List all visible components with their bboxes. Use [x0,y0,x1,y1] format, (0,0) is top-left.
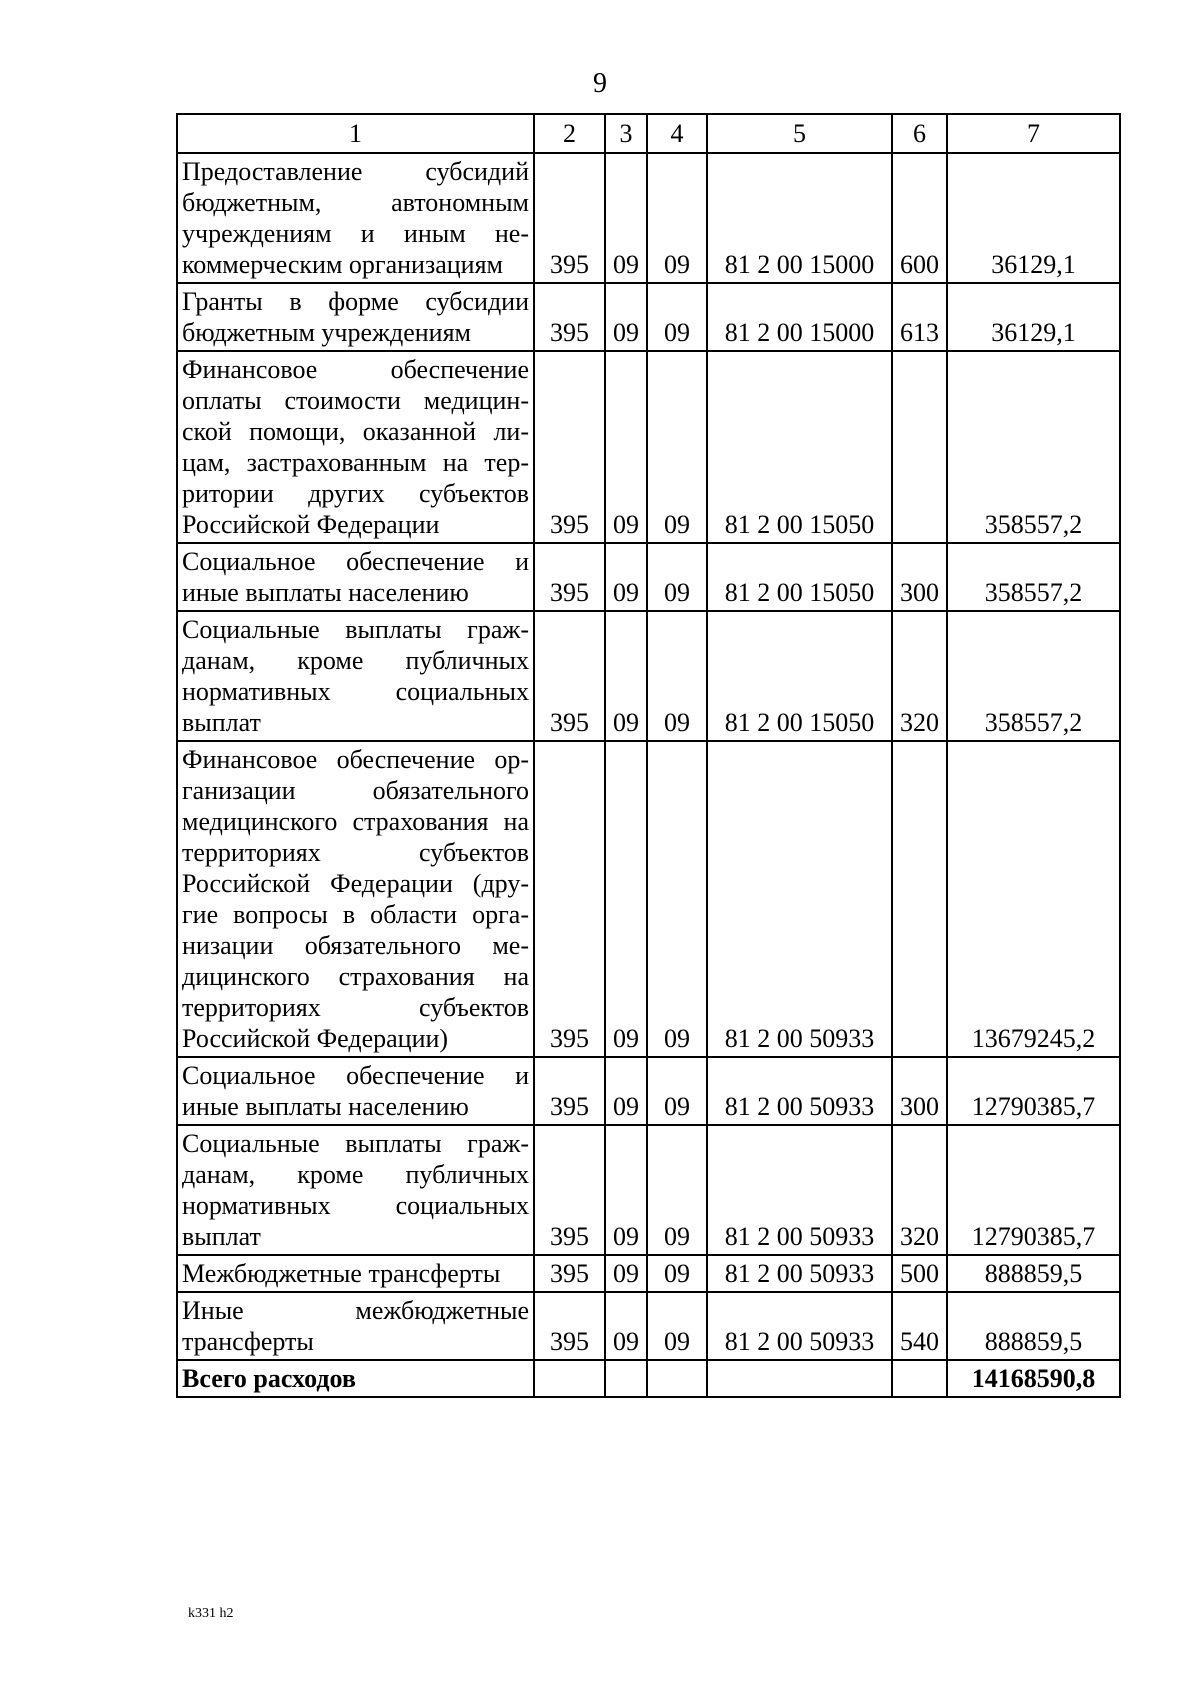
cell-code-6 [892,741,947,1057]
column-header: 1 [177,114,534,153]
cell-code-5: 81 2 00 50933 [707,741,892,1057]
cell-code-6: 320 [892,1125,947,1255]
cell-code-3: 09 [605,1255,647,1292]
cell-code-5: 81 2 00 50933 [707,1292,892,1360]
cell-amount: 358557,2 [947,351,1120,543]
table-cell [892,1360,947,1397]
cell-code-4: 09 [647,1292,707,1360]
cell-amount: 888859,5 [947,1292,1120,1360]
table-cell [534,1360,605,1397]
cell-code-4: 09 [647,611,707,741]
table-row [177,741,1120,1057]
cell-code-5: 81 2 00 50933 [707,1125,892,1255]
cell-code-2: 395 [534,741,605,1057]
cell-code-4: 09 [647,741,707,1057]
table-row [177,1125,1120,1255]
cell-code-2: 395 [534,543,605,611]
row-name-cell: Социальные выплаты граж-данам, кроме публичных нормативных социальных выплат [177,611,534,741]
cell-code-4: 09 [647,1057,707,1125]
cell-code-4: 09 [647,1255,707,1292]
row-name-cell: Социальное обеспечение и иные выплаты населению [177,1057,534,1125]
cell-code-3: 09 [605,283,647,351]
cell-code-5: 81 2 00 15050 [707,611,892,741]
table-row [177,1255,1120,1292]
column-header: 4 [647,114,707,153]
row-name-cell: Межбюджетные трансферты [177,1255,534,1292]
cell-code-4: 09 [647,153,707,283]
table-row [177,1292,1120,1360]
column-header: 6 [892,114,947,153]
budget-table [176,113,1121,1398]
cell-code-5: 81 2 00 50933 [707,1057,892,1125]
document-code: k331 h2 [188,1606,234,1621]
cell-code-4: 09 [647,283,707,351]
cell-code-2: 395 [534,1255,605,1292]
cell-amount: 36129,1 [947,153,1120,283]
cell-code-5: 81 2 00 15050 [707,543,892,611]
column-header: 3 [605,114,647,153]
cell-code-2: 395 [534,1057,605,1125]
cell-code-3: 09 [605,1292,647,1360]
column-header: 5 [707,114,892,153]
total-amount: 14168590,8 [947,1360,1120,1397]
cell-amount: 358557,2 [947,543,1120,611]
cell-amount: 13679245,2 [947,741,1120,1057]
cell-amount: 12790385,7 [947,1125,1120,1255]
total-label: Всего расходов [177,1360,534,1397]
cell-code-2: 395 [534,611,605,741]
table-row [177,351,1120,543]
column-header: 2 [534,114,605,153]
cell-code-3: 09 [605,741,647,1057]
table-row [177,543,1120,611]
cell-code-2: 395 [534,1292,605,1360]
table-row [177,611,1120,741]
row-name-cell: Социальное обеспечение и иные выплаты населению [177,543,534,611]
page-number: 9 [593,68,607,99]
cell-code-6: 613 [892,283,947,351]
header-row [177,114,1120,153]
cell-code-5: 81 2 00 15000 [707,283,892,351]
row-name-cell: Социальные выплаты граж-данам, кроме публичных нормативных социальных выплат [177,1125,534,1255]
cell-code-6: 500 [892,1255,947,1292]
cell-amount: 358557,2 [947,611,1120,741]
cell-code-6: 300 [892,1057,947,1125]
table-cell [647,1360,707,1397]
cell-code-5: 81 2 00 15000 [707,153,892,283]
table-cell [707,1360,892,1397]
column-header: 7 [947,114,1120,153]
cell-code-6: 600 [892,153,947,283]
cell-code-2: 395 [534,1125,605,1255]
cell-code-4: 09 [647,351,707,543]
cell-code-5: 81 2 00 50933 [707,1255,892,1292]
cell-amount: 36129,1 [947,283,1120,351]
cell-code-4: 09 [647,1125,707,1255]
cell-code-6: 540 [892,1292,947,1360]
cell-code-3: 09 [605,153,647,283]
cell-code-4: 09 [647,543,707,611]
cell-code-6 [892,351,947,543]
table-cell [605,1360,647,1397]
cell-code-2: 395 [534,351,605,543]
row-name-cell: Гранты в форме субсидии бюджетным учреждениям [177,283,534,351]
cell-code-6: 300 [892,543,947,611]
table-row [177,283,1120,351]
cell-code-2: 395 [534,153,605,283]
cell-code-3: 09 [605,611,647,741]
cell-code-3: 09 [605,543,647,611]
cell-code-5: 81 2 00 15050 [707,351,892,543]
row-name-cell: Финансовое обеспечение оплаты стоимости медицин-ской помощи, оказанной ли-цам, застрахованным на тер-ритории других субъектов Российской Федерации [177,351,534,543]
cell-code-3: 09 [605,1057,647,1125]
total-row [177,1360,1120,1397]
cell-code-3: 09 [605,351,647,543]
cell-code-2: 395 [534,283,605,351]
cell-amount: 12790385,7 [947,1057,1120,1125]
row-name-cell: Финансовое обеспечение ор-ганизации обязательного медицинского страхования на территориях субъектов Российской Федерации (дру-гие вопросы в области орга-низации обязательного ме-дицинского страхования на территориях субъектов Российской Федерации) [177,741,534,1057]
row-name-cell: Предоставление субсидий бюджетным, автономным учреждениям и иным не-коммерческим организациям [177,153,534,283]
row-name-cell: Иные межбюджетные трансферты [177,1292,534,1360]
cell-code-3: 09 [605,1125,647,1255]
cell-amount: 888859,5 [947,1255,1120,1292]
cell-code-6: 320 [892,611,947,741]
table-row [177,1057,1120,1125]
table-row [177,153,1120,283]
